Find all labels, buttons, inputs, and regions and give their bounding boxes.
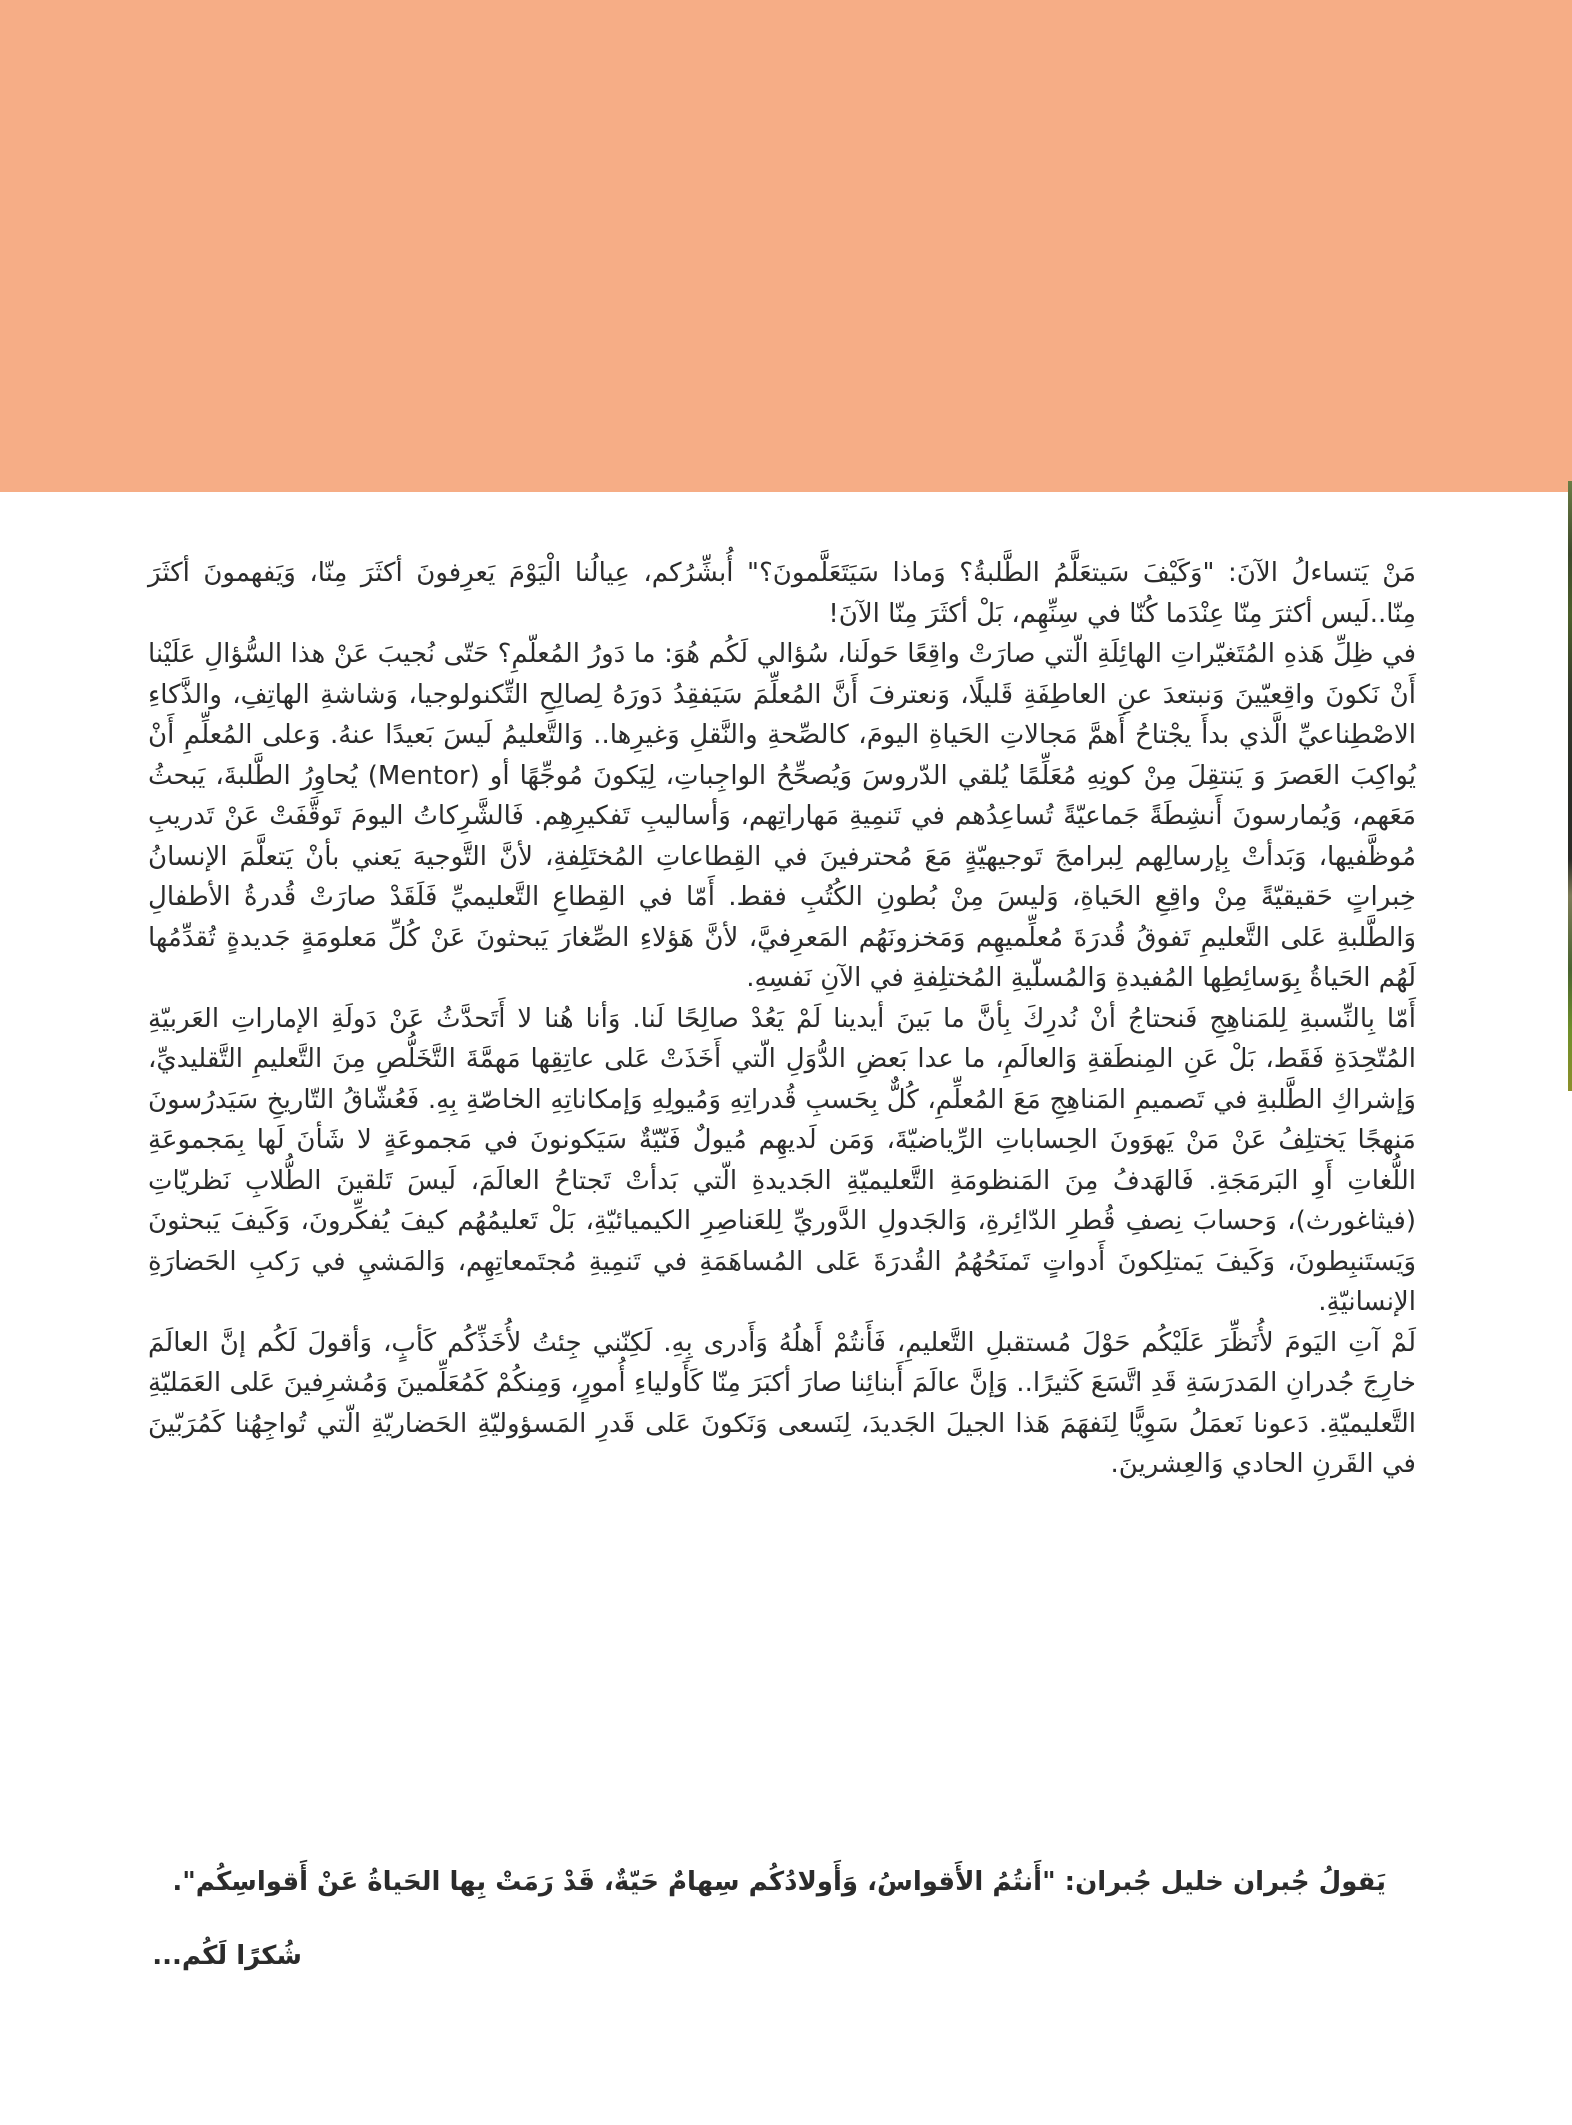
paragraph-teacher-role: في ظِلِّ هَذهِ المُتَغيّراتِ الهائِلَةِ الّتي صارَتْ واقِعًا حَولَنا، سُؤالي لَكُم هُوَ: ما دَورُ المُعلّمِ؟ حَتّى نُجيبَ عَنْ هذا السُّؤالِ عَلَيْنا أَنْ نَكونَ واقِعيّينَ وَنبتعدَ عنِ العاطِفَةِ قَليلًا، وَنعترفَ أَنَّ المُعلِّمَ سَيَفقِدُ دَورَهُ لِصالِحِ التِّكنولوجيا، وَشاشةِ الهاتِفِ، والذَّكاءِ الاصْطِناعيِّ الَّذي بدأَ يجْتاحُ أَهمَّ مَجالاتِ الحَياةِ اليومَ، كالصِّحةِ والنَّقلِ وَغيرِها.. وَالتَّعليمُ لَيسَ بَعيدًا عنهُ. وَعلى المُعلِّمِ أَنْ يُواكِبَ العَصرَ وَ يَنتقِلَ مِنْ كونِهِ مُعَلِّمًا يُلقي الدّروسَ وَيُصحِّحُ الواجِباتِ، لِيَكونَ مُوجِّهًا أو (Mentor) يُحاوِرُ الطَّلبةَ، يَبحثُ مَعَهم، وَيُمارسونَ أَنشِطَةً جَماعيّةً تُساعِدُهم في تَنمِيةِ مَهاراتِهم، وَأساليبِ تَفكيرِهِم. فَالشَّرِكاتُ اليومَ تَوقَّفَتْ عَنْ تَدريبِ مُوظَّفيها، وَبَدأتْ بِإرسالِهم لِبرامجَ تَوجيهيّةٍ مَعَ مُحترفينَ في القِطاعاتِ المُختَلِفةِ، لأنَّ التَّوجيهَ يَعني بأنْ يَتعلَّمَ الإنسانُ خِبراتٍ حَقيقيّةً مِنْ واقِعِ الحَياةِ، وَليسَ مِنْ بُطونِ الكُتُبِ فقط. أَمّا في القِطاعِ التَّعليميِّ فَلَقَدْ صارَتْ قُدرةُ الأطفالِ وَالطَّلبةِ عَلى التَّعليمِ تَفوقُ قُدرَةَ مُعلِّميهِم وَمَخزونَهُم المَعرِفيَّ، لأنَّ هَؤلاءِ الصِّغارَ يَبحثونَ عَنْ كُلِّ مَعلومَةٍ جَديدةٍ تُقدِّمُها لَهُم الحَياةُ بِوَسائِطِها المُفيدةِ وَالمُسلّيةِ المُختلِفةِ في الآنِ نَفسِهِ. xyxy=(148,639,1416,993)
signoff-thanks: شُكرًا لَكُم... xyxy=(152,1941,302,1971)
edge-photo-strip xyxy=(1568,481,1572,1091)
gibran-quote: يَقولُ جُبران خليل جُبران: "أَنتُمُ الأَقواسُ، وَأَولادُكُم سِهامٌ حَيّةٌ، قَدْ رَمَتْ بِها الحَياةُ عَنْ أَقواسِكُم". xyxy=(172,1867,1386,1897)
paragraph-closing: لَمْ آتِ اليَومَ لأُنَظِّرَ عَلَيْكُم حَوْلَ مُستقبلِ التَّعليمِ، فَأَنتُمْ أَهلُهُ وَأَدرى بِهِ. لَكِنّني جِئتُ لأُخَذِّكُم كَأبٍ، وَأقولَ لَكُم إنَّ العالَمَ خارِجَ جُدرانِ المَدرَسَةِ قَدِ اتَّسَعَ كَثيرًا.. وَإنَّ عالَمَ أَبنائِنا صارَ أكبَرَ مِنّا كَأَولياءِ أُمورٍ، وَمِنكُمْ كَمُعَلِّمينَ وَمُشرِفينَ عَلى العَمَليّةِ التَّعليميّةِ. دَعونا نَعمَلُ سَوِيًّا لِنَفهَمَ هَذا الجيلَ الجَديدَ، لِنَسعى وَنَكونَ عَلى قَدرِ المَسؤوليّةِ الحَضاريّةِ الّتي تُواجِهُنا كَمُرَبّينَ في القَرنِ الحادي وَالعِشرينَ. xyxy=(148,1327,1416,1479)
article-body xyxy=(148,553,1416,1485)
paragraph-curricula: أَمّا بِالنِّسبةِ لِلمَناهِجِ فَنحتاجُ أنْ نُدرِكَ بِأنَّ ما بَينَ أيدينا لَمْ يَعُدْ صالِحًا لَنا. وَأنا هُنا لا أَتَحدَّثُ عَنْ دَولَةِ الإماراتِ العَربيّةِ المُتّحِدَةِ فَقَط، بَلْ عَنِ المِنطَقةِ وَالعالَمِ، ما عدا بَعضِ الدُّوَلِ الّتي أَخَذَتْ عَلى عاتِقِها مَهمَّةَ التَّخَلُّصِ مِنَ التَّعليمِ التَّقليديِّ، وَإشراكِ الطَّلبةِ في تَصميمِ المَناهِجِ مَعَ المُعلِّمِ، كُلٌّ بِحَسبِ قُدراتِهِ وَمُيولِهِ وَإمكاناتِهِ الخاصّةِ بِهِ. فَعُشّاقُ التّاريخِ سَيَدرُسونَ مَنهجًا يَختلِفُ عَنْ مَنْ يَهوَونَ الحِساباتِ الرِّياضيّةَ، وَمَن لَديهِم مُيولٌ فَنّيّةٌ سَيَكونونَ في مَجموعَةٍ لا شَأنَ لَها بِمَجموعَةِ اللُّغاتِ أَوِ البَرمَجَةِ. فَالهَدفُ مِنَ المَنظومَةِ التَّعليميّةِ الجَديدةِ الّتي بَدأتْ تَجتاحُ العالَمَ، لَيسَ تَلقينَ الطُّلابِ نَظريّاتِ (فيثاغورث)، وَحسابَ نِصفِ قُطرِ الدّائِرةِ، وَالجَدولِ الدَّوريِّ لِلعَناصِرِ الكيميائيّةِ، بَلْ تَعليمُهُم كيفَ يُفكِّرونَ، وَكَيفَ يَبحثونَ وَيَستَنبِطونَ، وَكَيفَ يَمتلِكونَ أَدواتٍ تَمنَحُهُمُ القُدرَةَ عَلى المُساهَمَةِ في تَنمِيةِ مُجتَمعاتِهِم، وَالمَشيِ في رَكبِ الحَضارَةِ الإنسانيّةِ. xyxy=(148,1003,1416,1317)
header-color-band xyxy=(0,0,1572,492)
paragraph-intro: مَنْ يَتساءلُ الآنَ: "وَكَيْفَ سَيتعَلَّمُ الطَّلبةُ؟ وَماذا سَيَتَعَلَّمونَ؟" أُبشِّرُكم، عِيالُنا الْيَوْمَ يَعرِفونَ أكثَرَ مِنّا، وَيَفهمونَ أكثَرَ مِنّا..لَيس أكثرَ مِنّا عِنْدَما كُنّا في سِنِّهِم، بَلْ أكثَرَ مِنّا الآنَ! xyxy=(148,558,1416,629)
